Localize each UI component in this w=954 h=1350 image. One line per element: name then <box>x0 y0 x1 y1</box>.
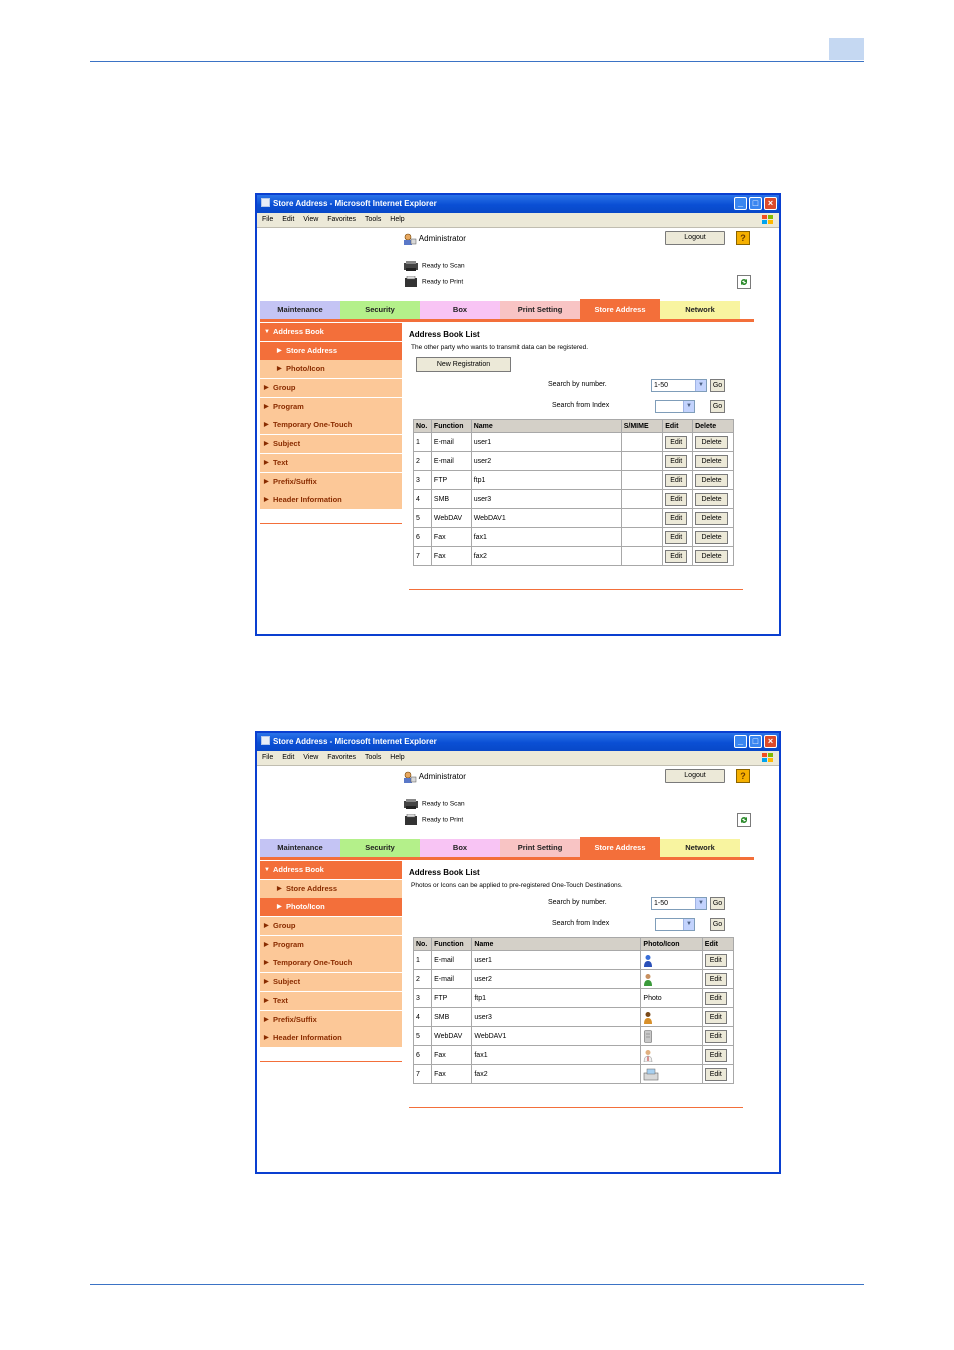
arrow-right-icon: ▶ <box>264 441 269 448</box>
fax-machine-icon <box>643 1068 659 1081</box>
content-bottom-rule <box>409 589 743 590</box>
tab-store-address[interactable]: Store Address <box>580 837 660 857</box>
col-header-edit: Edit <box>702 938 733 951</box>
table-row <box>414 471 734 490</box>
cell-name: ftp1 <box>472 989 641 1008</box>
cell-no: 5 <box>414 509 432 528</box>
table-row <box>414 490 734 509</box>
table-row <box>414 1065 734 1084</box>
go-button-index[interactable]: Go <box>710 400 725 413</box>
table-row <box>414 1027 734 1046</box>
windows-logo-icon <box>762 215 773 225</box>
search-index-label: Search from Index <box>552 920 610 927</box>
table-row <box>414 951 734 970</box>
edit-button[interactable]: Edit <box>705 1068 727 1081</box>
arrow-right-icon: ▶ <box>277 347 282 354</box>
ie-window-photo-icon <box>255 731 781 1174</box>
cell-edit <box>702 970 733 989</box>
cell-smime <box>621 490 662 509</box>
cell-no: 7 <box>414 1065 432 1084</box>
cell-delete <box>693 471 734 490</box>
menu-favorites[interactable]: Favorites <box>327 754 357 761</box>
table-header-row <box>414 938 734 951</box>
col-header-no: No. <box>414 420 432 433</box>
cell-name: fax2 <box>472 1065 641 1084</box>
expanded-arrow-icon: ▼ <box>264 867 270 873</box>
menu-tools[interactable]: Tools <box>365 216 382 223</box>
chevron-down-icon: ▼ <box>683 919 694 930</box>
side-item-address-book[interactable]: ▼ Address Book <box>260 323 402 341</box>
go-button-index[interactable]: Go <box>710 918 725 931</box>
tab-store-address[interactable]: Store Address <box>580 299 660 319</box>
table-row <box>414 433 734 452</box>
minimize-button[interactable]: _ <box>734 197 747 210</box>
cell-photo-icon <box>641 1065 702 1084</box>
cell-no: 5 <box>414 1027 432 1046</box>
cell-photo-icon: Photo <box>641 989 702 1008</box>
arrow-right-icon: ▶ <box>264 497 269 504</box>
admin-area <box>403 771 466 783</box>
refresh-button[interactable] <box>737 275 751 289</box>
refresh-icon <box>738 814 750 826</box>
tab-underline <box>260 857 754 860</box>
arrow-right-icon: ▶ <box>264 997 269 1004</box>
chevron-down-icon: ▼ <box>695 898 706 909</box>
search-number-select[interactable] <box>651 897 707 910</box>
cell-delete <box>693 452 734 471</box>
search-number-value: 1-50 <box>654 382 669 389</box>
col-header-delete: Delete <box>693 420 734 433</box>
tab-security[interactable]: Security <box>340 839 420 857</box>
search-index-label: Search from Index <box>552 402 610 409</box>
cell-name: user2 <box>472 970 641 989</box>
cell-no: 6 <box>414 528 432 547</box>
side-item-temporary-one-touch[interactable]: ▶ Temporary One-Touch <box>260 954 402 972</box>
tab-network[interactable]: Network <box>660 839 740 857</box>
chevron-down-icon: ▼ <box>683 401 694 412</box>
cell-edit <box>663 528 693 547</box>
administrator-icon <box>403 233 417 245</box>
tab-box[interactable]: Box <box>420 301 500 319</box>
cell-edit <box>702 1008 733 1027</box>
arrow-right-icon: ▶ <box>264 960 269 967</box>
close-button[interactable]: × <box>764 197 777 210</box>
admin-area <box>403 233 466 245</box>
side-menu <box>260 323 402 524</box>
edit-button[interactable]: Edit <box>705 1011 727 1024</box>
side-menu-rule <box>260 523 402 524</box>
tab-bar <box>260 837 740 857</box>
scan-status-text: Ready to Scan <box>422 262 465 270</box>
delete-button[interactable]: Delete <box>695 474 728 487</box>
tab-maintenance[interactable]: Maintenance <box>260 839 340 857</box>
side-item-group[interactable]: ▶ Group <box>260 917 402 935</box>
delete-button[interactable]: Delete <box>695 531 728 544</box>
side-item-header-information[interactable]: ▶ Header Information <box>260 1029 402 1047</box>
menu-help[interactable]: Help <box>390 754 405 761</box>
cell-function: FTP <box>431 471 471 490</box>
cell-name: user1 <box>472 951 641 970</box>
cell-no: 4 <box>414 490 432 509</box>
edit-button[interactable]: Edit <box>665 436 687 449</box>
cell-function: E-mail <box>432 970 472 989</box>
cell-edit <box>702 1046 733 1065</box>
table-row <box>414 989 734 1008</box>
col-header-no: No. <box>414 938 432 951</box>
cell-function: WebDAV <box>432 1027 472 1046</box>
edit-button[interactable]: Edit <box>705 992 727 1005</box>
ie-page-icon <box>261 736 270 745</box>
menu-file[interactable]: File <box>262 754 274 761</box>
table-row <box>414 970 734 989</box>
go-button-number[interactable]: Go <box>710 379 725 392</box>
table-header-row <box>414 420 734 433</box>
help-button[interactable]: ? <box>736 769 750 783</box>
cell-function: Fax <box>431 528 471 547</box>
logout-button[interactable]: Logout <box>665 231 725 245</box>
col-header-function: Function <box>432 938 472 951</box>
table-row <box>414 1046 734 1065</box>
menu-edit[interactable]: Edit <box>282 216 295 223</box>
window-titlebar[interactable] <box>257 733 779 751</box>
person-office-icon <box>643 1049 653 1062</box>
cell-photo-icon <box>641 1027 702 1046</box>
cell-name: ftp1 <box>471 471 621 490</box>
search-index-select[interactable] <box>655 400 695 413</box>
cell-name: user2 <box>471 452 621 471</box>
cell-edit <box>663 490 693 509</box>
col-header-smime: S/MIME <box>621 420 662 433</box>
refresh-button[interactable] <box>737 813 751 827</box>
cell-smime <box>621 528 662 547</box>
arrow-right-icon: ▶ <box>264 1035 269 1042</box>
edit-button[interactable]: Edit <box>665 512 687 525</box>
cell-function: Fax <box>431 547 471 566</box>
page-description: Photos or Icons can be applied to pre-registered One-Touch Destinations. <box>411 882 623 889</box>
cell-edit <box>702 951 733 970</box>
side-item-photo-icon[interactable]: ▶ Photo/Icon <box>260 360 402 378</box>
print-status <box>403 276 463 288</box>
side-item-header-information[interactable]: ▶ Header Information <box>260 491 402 509</box>
cell-no: 3 <box>414 471 432 490</box>
cell-smime <box>621 509 662 528</box>
cell-no: 1 <box>414 433 432 452</box>
scan-status-text: Ready to Scan <box>422 800 465 808</box>
cell-edit <box>702 989 733 1008</box>
chevron-down-icon: ▼ <box>695 380 706 391</box>
cell-no: 4 <box>414 1008 432 1027</box>
search-number-label: Search by number. <box>548 899 607 906</box>
cell-no: 7 <box>414 547 432 566</box>
cell-edit <box>663 452 693 471</box>
cell-smime <box>621 433 662 452</box>
cell-photo-icon <box>641 951 702 970</box>
menu-bar <box>257 751 779 766</box>
tab-network[interactable]: Network <box>660 301 740 319</box>
edit-button[interactable]: Edit <box>665 493 687 506</box>
table-row <box>414 509 734 528</box>
new-registration-button[interactable]: New Registration <box>416 357 511 372</box>
edit-button[interactable]: Edit <box>705 954 727 967</box>
scan-status <box>403 798 465 810</box>
scanner-icon <box>403 260 419 272</box>
cell-name: fax1 <box>471 528 621 547</box>
menu-help[interactable]: Help <box>390 216 405 223</box>
cell-delete <box>693 547 734 566</box>
cell-delete <box>693 490 734 509</box>
col-header-photo-icon: Photo/Icon <box>641 938 702 951</box>
arrow-right-icon: ▶ <box>277 904 282 911</box>
side-item-group[interactable]: ▶ Group <box>260 379 402 397</box>
table-row <box>414 1008 734 1027</box>
expanded-arrow-icon: ▼ <box>264 329 270 335</box>
cell-no: 6 <box>414 1046 432 1065</box>
address-table <box>413 419 734 566</box>
side-item-program[interactable]: ▶ Program <box>260 936 402 954</box>
cell-function: SMB <box>432 1008 472 1027</box>
cell-no: 1 <box>414 951 432 970</box>
cell-smime <box>621 452 662 471</box>
refresh-icon <box>738 276 750 288</box>
edit-button[interactable]: Edit <box>705 1030 727 1043</box>
cell-photo-icon <box>641 1008 702 1027</box>
cell-name: user3 <box>471 490 621 509</box>
edit-button[interactable]: Edit <box>665 455 687 468</box>
cell-edit <box>663 547 693 566</box>
edit-button[interactable]: Edit <box>665 550 687 563</box>
arrow-right-icon: ▶ <box>264 923 269 930</box>
cell-name: user1 <box>471 433 621 452</box>
person-blue-icon <box>643 954 653 967</box>
cell-smime <box>621 547 662 566</box>
arrow-right-icon: ▶ <box>264 979 269 986</box>
cell-function: Fax <box>432 1065 472 1084</box>
arrow-right-icon: ▶ <box>264 403 269 410</box>
cell-name: fax1 <box>472 1046 641 1065</box>
minimize-button[interactable]: _ <box>734 735 747 748</box>
cell-no: 2 <box>414 452 432 471</box>
tab-maintenance[interactable]: Maintenance <box>260 301 340 319</box>
cell-delete <box>693 509 734 528</box>
tab-underline <box>260 319 754 322</box>
delete-button[interactable]: Delete <box>695 455 728 468</box>
cell-name: WebDAV1 <box>471 509 621 528</box>
menu-edit[interactable]: Edit <box>282 754 295 761</box>
windows-logo-icon <box>762 753 773 763</box>
close-button[interactable]: × <box>764 735 777 748</box>
page-title: Address Book List <box>409 868 480 877</box>
person-green-icon <box>643 973 653 986</box>
edit-button[interactable]: Edit <box>665 474 687 487</box>
col-header-name: Name <box>471 420 621 433</box>
cell-function: FTP <box>432 989 472 1008</box>
ie-page-icon <box>261 198 270 207</box>
cell-function: SMB <box>431 490 471 509</box>
window-title: Store Address - Microsoft Internet Explorer <box>273 199 437 208</box>
tab-print-setting[interactable]: Print Setting <box>500 301 580 319</box>
side-menu <box>260 861 402 1062</box>
search-number-label: Search by number. <box>548 381 607 388</box>
search-number-value: 1-50 <box>654 900 669 907</box>
cell-smime <box>621 471 662 490</box>
window-titlebar[interactable] <box>257 195 779 213</box>
delete-button[interactable]: Delete <box>695 493 728 506</box>
side-item-subject[interactable]: ▶ Subject <box>260 435 402 453</box>
side-item-prefix-suffix[interactable]: ▶ Prefix/Suffix <box>260 473 402 491</box>
footer-rule <box>90 1284 864 1285</box>
arrow-right-icon: ▶ <box>264 941 269 948</box>
cell-delete <box>693 528 734 547</box>
maximize-button[interactable]: □ <box>749 197 762 210</box>
print-status-text: Ready to Print <box>422 816 464 824</box>
side-item-store-address[interactable]: ▶ Store Address <box>260 880 402 898</box>
server-icon <box>643 1030 653 1043</box>
menu-view[interactable]: View <box>303 754 319 761</box>
go-button-number[interactable]: Go <box>710 897 725 910</box>
delete-button[interactable]: Delete <box>695 512 728 525</box>
printer-icon <box>403 814 419 826</box>
scanner-icon <box>403 798 419 810</box>
cell-function: E-mail <box>431 452 471 471</box>
col-header-edit: Edit <box>663 420 693 433</box>
cell-name: fax2 <box>471 547 621 566</box>
page-description: The other party who wants to transmit data can be registered. <box>411 344 589 351</box>
table-row <box>414 528 734 547</box>
page-corner-tab <box>829 38 864 60</box>
side-item-temporary-one-touch[interactable]: ▶ Temporary One-Touch <box>260 416 402 434</box>
ie-window-store-address <box>255 193 781 636</box>
printer-icon <box>403 276 419 288</box>
photo-icon-table <box>413 937 734 1084</box>
cell-edit <box>663 509 693 528</box>
delete-button[interactable]: Delete <box>695 436 728 449</box>
cell-photo-icon <box>641 970 702 989</box>
side-item-store-address[interactable]: ▶ Store Address <box>260 342 402 360</box>
edit-button[interactable]: Edit <box>705 973 727 986</box>
arrow-right-icon: ▶ <box>277 885 282 892</box>
help-button[interactable]: ? <box>736 231 750 245</box>
cell-name: WebDAV1 <box>472 1027 641 1046</box>
admin-label: Administrator <box>418 772 466 782</box>
print-status <box>403 814 463 826</box>
cell-function: WebDAV <box>431 509 471 528</box>
tab-bar <box>260 299 740 319</box>
side-item-text[interactable]: ▶ Text <box>260 992 402 1010</box>
cell-name: user3 <box>472 1008 641 1027</box>
cell-edit <box>663 471 693 490</box>
edit-button[interactable]: Edit <box>665 531 687 544</box>
menu-tools[interactable]: Tools <box>365 754 382 761</box>
administrator-icon <box>403 771 417 783</box>
col-header-function: Function <box>431 420 471 433</box>
arrow-right-icon: ▶ <box>264 1016 269 1023</box>
menu-view[interactable]: View <box>303 216 319 223</box>
tab-security[interactable]: Security <box>340 301 420 319</box>
side-item-prefix-suffix[interactable]: ▶ Prefix/Suffix <box>260 1011 402 1029</box>
side-item-subject[interactable]: ▶ Subject <box>260 973 402 991</box>
cell-photo-icon <box>641 1046 702 1065</box>
cell-function: E-mail <box>431 433 471 452</box>
arrow-right-icon: ▶ <box>264 385 269 392</box>
arrow-right-icon: ▶ <box>264 478 269 485</box>
side-item-text[interactable]: ▶ Text <box>260 454 402 472</box>
tab-box[interactable]: Box <box>420 839 500 857</box>
side-item-photo-icon[interactable]: ▶ Photo/Icon <box>260 898 402 916</box>
cell-edit <box>663 433 693 452</box>
admin-label: Administrator <box>418 234 466 244</box>
side-menu-rule <box>260 1061 402 1062</box>
search-number-select[interactable] <box>651 379 707 392</box>
table-row <box>414 452 734 471</box>
cell-no: 2 <box>414 970 432 989</box>
header-rule <box>90 61 864 62</box>
table-row <box>414 547 734 566</box>
print-status-text: Ready to Print <box>422 278 464 286</box>
menu-file[interactable]: File <box>262 216 274 223</box>
menu-bar <box>257 213 779 228</box>
arrow-right-icon: ▶ <box>277 366 282 373</box>
col-header-name: Name <box>472 938 641 951</box>
cell-no: 3 <box>414 989 432 1008</box>
cell-edit <box>702 1065 733 1084</box>
cell-function: Fax <box>432 1046 472 1065</box>
maximize-button[interactable]: □ <box>749 735 762 748</box>
menu-favorites[interactable]: Favorites <box>327 216 357 223</box>
side-item-address-book[interactable]: ▼ Address Book <box>260 861 402 879</box>
cell-function: E-mail <box>432 951 472 970</box>
arrow-right-icon: ▶ <box>264 459 269 466</box>
tab-print-setting[interactable]: Print Setting <box>500 839 580 857</box>
side-item-program[interactable]: ▶ Program <box>260 398 402 416</box>
window-title: Store Address - Microsoft Internet Explorer <box>273 737 437 746</box>
logout-button[interactable]: Logout <box>665 769 725 783</box>
cell-edit <box>702 1027 733 1046</box>
edit-button[interactable]: Edit <box>705 1049 727 1062</box>
delete-button[interactable]: Delete <box>695 550 728 563</box>
person-orange-icon <box>643 1011 653 1024</box>
page-title: Address Book List <box>409 330 480 339</box>
cell-delete <box>693 433 734 452</box>
content-bottom-rule <box>409 1107 743 1108</box>
search-index-select[interactable] <box>655 918 695 931</box>
arrow-right-icon: ▶ <box>264 422 269 429</box>
scan-status <box>403 260 465 272</box>
